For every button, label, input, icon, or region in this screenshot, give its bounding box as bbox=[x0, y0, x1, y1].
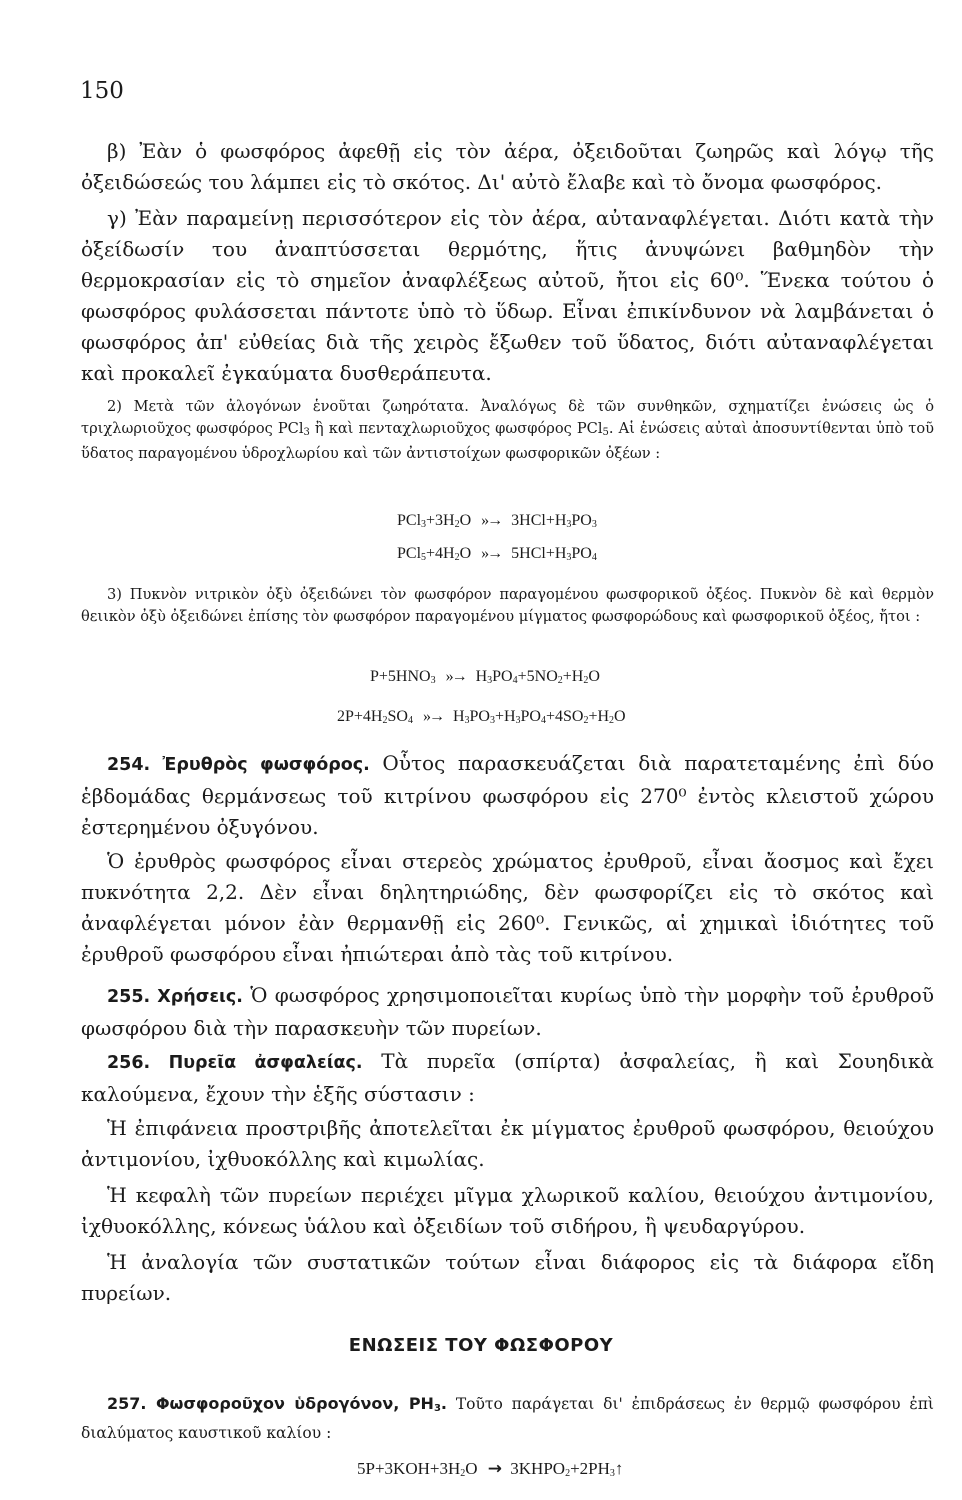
section-254-paragraph-2: Ὁ ἐρυθρὸς φωσφόρος εἶναι στερεὸς χρώματος ἐρυθροῦ, εἶναι ἄοσμος καὶ ἔχει πυκνότητα 2,2. Δὲν εἶναι δηλητηριώδης, δὲν φωσφορίζει εἰς τὸ σκότος καὶ ἀναφλέγεται μόνον ἐὰν θερμανθῇ εἰς 260⁰. Γενικῶς, αἱ χημικαὶ ἰδιότητες τοῦ ἐρυθροῦ φωσφόρου εἶναι ἠπιώτεραι ἀπὸ τὰς τοῦ κιτρίνου. bbox=[81, 849, 934, 966]
section-255-text: Ὁ φωσφόρος χρησιμοποιεῖται κυρίως ὑπὸ τὴν μορφὴν τοῦ ἐρυθροῦ φωσφόρου διὰ τὴν παρασκευὴν τῶν πυρείων. bbox=[81, 983, 934, 1040]
equation-pcl3-hydrolysis: $PCl_3+3H_2O$ »→ $3HCl+H_3PO_3$ bbox=[397, 512, 597, 530]
section-255-uses bbox=[81, 980, 934, 1044]
para2-text-a: 2) Μετὰ τῶν ἀλογόνων ἑνοῦται ζωηρότατα. Ἀναλόγως δὲ τῶν συνθηκῶν, σχηματίζει ἐνώσεις ὡς ὁ τριχλωριοῦχος φωσφόρος PCl bbox=[81, 398, 934, 437]
equation-phosphine: $5P+3KOH+3H_2O$ → $3KHPO_2+2PH_3↑$ bbox=[357, 1459, 624, 1479]
reaction-arrow-icon: »→ bbox=[422, 708, 443, 725]
chapter-title: ΕΝΩΣΕΙΣ ΤΟΥ ΦΩΣΦΟΡΟΥ bbox=[348, 1335, 614, 1356]
equation-pcl5-hydrolysis: $PCl_5+4H_2O$ »→ $5HCl+H_3PO_4$ bbox=[397, 545, 597, 563]
section-256-paragraph-3: Ἡ κεφαλὴ τῶν πυρείων περιέχει μῖγμα χλωρικοῦ καλίου, θειούχου ἀντιμονίου, ἰχθυοκόλλης, κόνεως ὑάλου καὶ ὀξειδίων τοῦ σιδήρου, ἢ ψευδαργύρου. bbox=[81, 1183, 934, 1238]
reaction-arrow-icon: → bbox=[487, 1459, 501, 1479]
reaction-arrow-icon: »→ bbox=[445, 668, 466, 685]
section-257-text: Τοῦτο παράγεται δι' ἐπιδράσεως ἐν θερμῷ φωσφόρου ἐπὶ διαλύματος καυστικοῦ καλίου : bbox=[81, 1395, 934, 1442]
gas-arrow-icon: ↑ bbox=[614, 1459, 624, 1478]
equation-nitric-acid: $P+5HNO_3$ »→ $H_3PO_4+5NO_2+H_2O$ bbox=[370, 668, 600, 686]
section-255-heading: 255. Χρήσεις. bbox=[107, 987, 243, 1007]
section-257-heading: 257. Φωσφοροῦχον ὑδρογόνον, $PH_3$. bbox=[107, 1394, 447, 1414]
para2-sub-b: 5 bbox=[602, 426, 609, 438]
section-256-text: Τὰ πυρεῖα (σπίρτα) ἀσφαλείας, ἢ καὶ Σουηδικὰ καλούμενα, ἔχουν τὴν ἑξῆς σύστασιν : bbox=[81, 1049, 934, 1106]
para2-text-c: . Αἱ ἑνώσεις αὐταὶ ἀποσυντίθενται ὑπὸ τοῦ ὕδατος παραγομένου ὑδροχλωρίου καὶ τῶν ἀντιστοίχων φωσφορικῶν ὀξέων : bbox=[81, 419, 935, 462]
section-254-red-phosphorus bbox=[81, 748, 934, 843]
paragraph-beta: β) Ἐὰν ὁ φωσφόρος ἀφεθῇ εἰς τὸν ἀέρα, ὀξειδοῦται ζωηρῶς καὶ λόγῳ τῆς ὀξειδώσεώς του λάμπει εἰς τὸ σκότος. Δι' αὐτὸ ἔλαβε καὶ τὸ ὄνομα φωσφόρος. bbox=[81, 139, 934, 194]
paragraph-2-halogens bbox=[81, 396, 934, 465]
reaction-arrow-icon: »→ bbox=[481, 512, 502, 529]
para2-sub-a: 3 bbox=[303, 426, 310, 438]
equation-sulfuric-acid: $2P+4H_2SO_4$ »→ $H_3PO_3+H_3PO_4+4SO_2+H_2O$ bbox=[337, 708, 626, 726]
section-256-paragraph-2: Ἡ ἐπιφάνεια προστριβῆς ἀποτελεῖται ἐκ μίγματος ἐρυθροῦ φωσφόρου, θειούχου ἀντιμονίου, ἰχθυοκόλλης καὶ κιμωλίας. bbox=[81, 1116, 934, 1171]
section-257-phosphine bbox=[81, 1392, 934, 1445]
paragraph-3-acids: 3) Πυκνὸν νιτρικὸν ὀξὺ ὀξειδώνει τὸν φωσφόρον παραγομένου φωσφορικοῦ ὀξέος. Πυκνὸν δὲ καὶ θερμὸν θειικὸν ὀξὺ ὀξειδώνει ἐπίσης τὸν φωσφόρον παραγομένου μίγματος φωσφορώδους καὶ φωσφορικοῦ ὀξέος, ἤτοι : bbox=[81, 586, 934, 625]
section-254-text: Οὗτος παρασκευάζεται διὰ παρατεταμένης ἐπὶ δύο ἑβδομάδας θερμάνσεως τοῦ κιτρίνου φωσφόρου εἰς 270⁰ ἐντὸς κλειστοῦ χώρου ἐστερημένου ὀξυγόνου. bbox=[81, 751, 934, 839]
section-256-heading: 256. Πυρεῖα ἀσφαλείας. bbox=[107, 1053, 363, 1073]
section-254-heading: 254. Ἐρυθρὸς φωσφόρος. bbox=[107, 755, 370, 775]
reaction-arrow-icon: »→ bbox=[481, 545, 502, 562]
page-number: 150 bbox=[80, 78, 124, 104]
para2-text-b: ἢ καὶ πενταχλωριοῦχος φωσφόρος PCl bbox=[309, 419, 603, 437]
section-256-paragraph-4: Ἡ ἀναλογία τῶν συστατικῶν τούτων εἶναι διάφορος εἰς τὰ διάφορα εἴδη πυρείων. bbox=[81, 1250, 934, 1305]
section-256-safety-matches bbox=[81, 1046, 934, 1110]
paragraph-gamma: γ) Ἐὰν παραμείνῃ περισσότερον εἰς τὸν ἀέρα, αὐταναφλέγεται. Διότι κατὰ τὴν ὀξείδωσίν του ἀναπτύσσεται θερμότης, ἥτις ἀνυψώνει βαθμηδὸν τὴν θερμοκρασίαν εἰς τὸ σημεῖον ἀναφλέξεως αὐτοῦ, ἤτοι εἰς 60⁰. Ἕνεκα τούτου ὁ φωσφόρος φυλάσσεται πάντοτε ὑπὸ τὸ ὕδωρ. Εἶναι ἐπικίνδυνον νὰ λαμβάνεται ὁ φωσφόρος ἀπ' εὐθείας διὰ τῆς χειρὸς ἔξωθεν τοῦ ὕδατος, διότι αὐταναφλέγεται καὶ προκαλεῖ ἐγκαύματα δυσθεράπευτα. bbox=[81, 206, 934, 385]
